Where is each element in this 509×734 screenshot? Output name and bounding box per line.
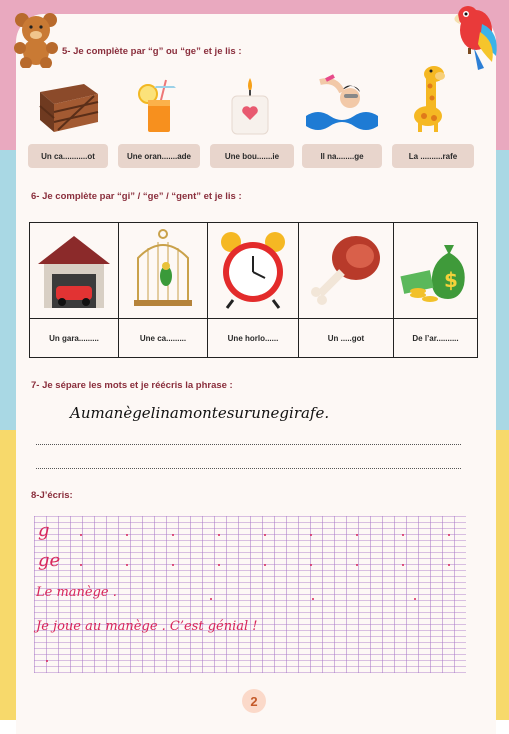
section5-label-2: Une oran.......ade <box>118 144 200 168</box>
svg-text:$: $ <box>443 267 458 292</box>
handwriting-ge: ge <box>38 550 61 571</box>
parrot-icon <box>452 2 506 72</box>
section5-label-3: Une bou.......ie <box>210 144 294 168</box>
alarm-clock-icon <box>213 228 293 312</box>
section7-sentence: Aumanègelinamontesurunegirafe. <box>70 404 330 422</box>
section5-label-4: Il na........ge <box>302 144 382 168</box>
table-cell <box>394 223 478 319</box>
section5-title: 5- Je complète par “g” ou “ge” et je lis : <box>62 46 242 57</box>
money-icon <box>400 235 472 305</box>
candle-icon <box>228 74 272 136</box>
teddy-bear-icon <box>10 10 62 68</box>
handwriting-g: g <box>38 520 50 541</box>
section5-label-1: Un ca...........ot <box>28 144 108 168</box>
section6-table <box>29 222 478 358</box>
swimmer-icon <box>306 74 378 134</box>
table-cell <box>30 223 119 319</box>
section5-label-5: La ..........rafe <box>392 144 474 168</box>
section6-label-5: De l’ar.......... <box>394 319 478 358</box>
section6-label-2: Une ca......... <box>119 319 208 358</box>
answer-line-2[interactable] <box>36 468 461 469</box>
section6-label-1: Un gara......... <box>30 319 119 358</box>
ham-leg-icon <box>306 228 386 312</box>
table-cell <box>299 223 394 319</box>
section6-title: 6- Je complète par “gi” / “ge” / “gent” et je lis : <box>31 191 242 202</box>
answer-line-1[interactable] <box>36 444 461 445</box>
birdcage-icon <box>128 228 198 312</box>
crate-icon <box>36 78 100 134</box>
section7-title: 7- Je sépare les mots et je réécris la phrase : <box>31 380 233 391</box>
table-cell <box>119 223 208 319</box>
giraffe-icon <box>406 62 454 134</box>
section6-label-4: Un .....got <box>299 319 394 358</box>
section6-label-3: Une horlo...... <box>208 319 299 358</box>
section8-title: 8-J’écris: <box>31 490 73 501</box>
table-cell <box>208 223 299 319</box>
handwriting-le-manege: Le manège . <box>36 585 117 600</box>
page-number: 2 <box>242 689 266 713</box>
garage-icon <box>34 230 114 310</box>
handwriting-sentence: Je joue au manège . C’est génial ! <box>36 619 258 634</box>
orange-juice-icon <box>136 78 180 136</box>
